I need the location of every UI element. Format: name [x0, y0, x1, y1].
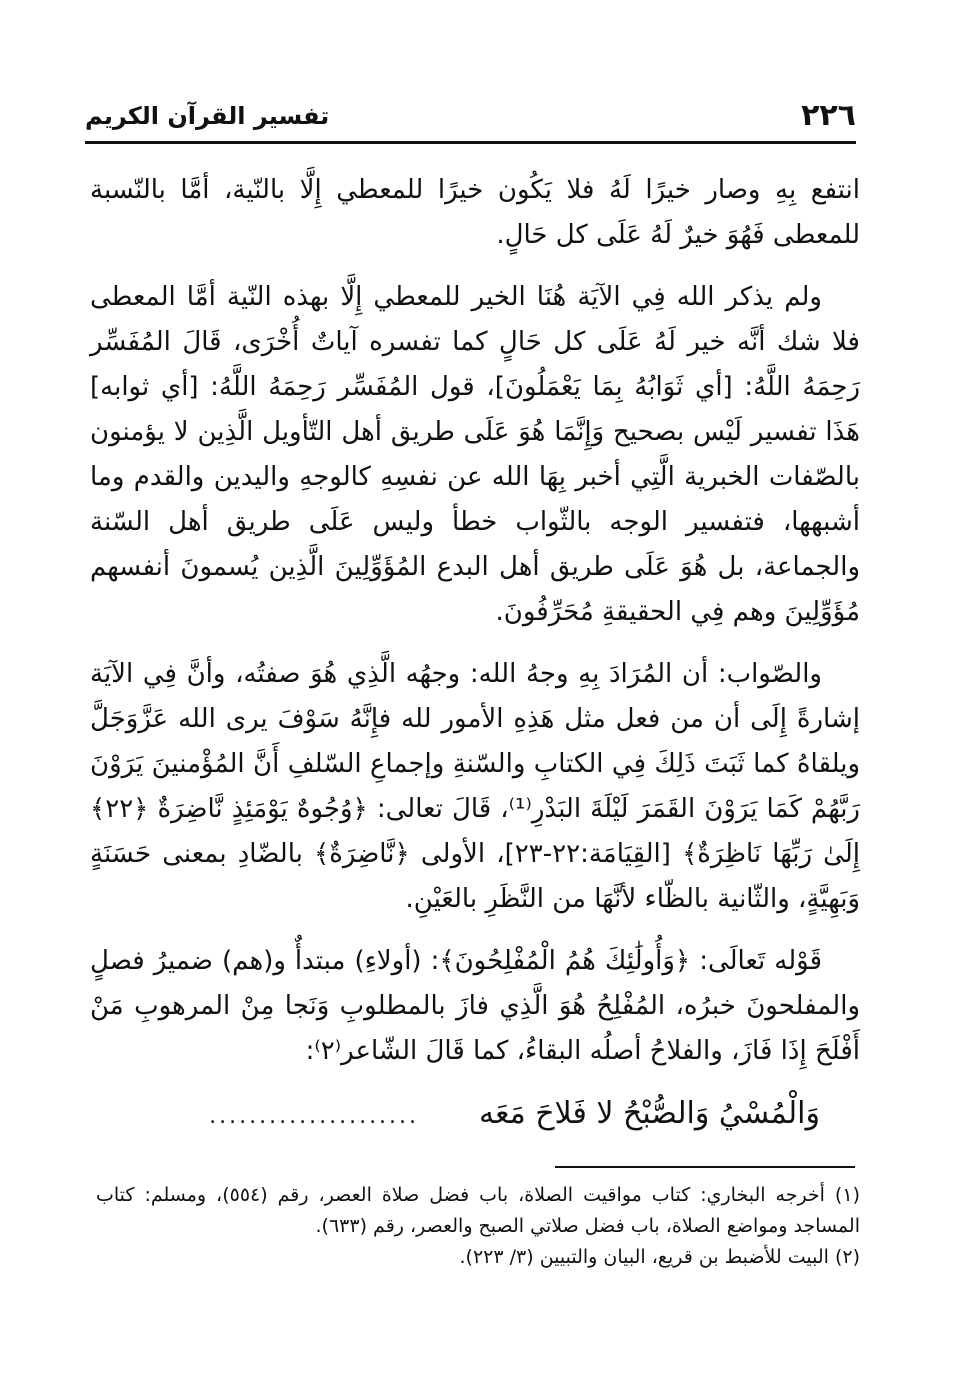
main-text: [90, 168, 860, 1140]
page-header: [85, 96, 856, 138]
verse-hemistich: وَالْمُسْيُ وَالصُّبْحُ لا فَلاحَ مَعَه: [479, 1096, 820, 1131]
footnote-divider: [555, 1166, 855, 1168]
paragraph-3: والصّواب: أن المُرَادَ بِهِ وجهُ الله: وجهُه الَّذِي هُوَ صفتُه، وأنَّ فِي الآيَة إشارةً إِلَى أن من فعل مثل هَذِهِ الأمور لله فإِنَّهُ سَوْفَ يرى الله عَزَّوَجَلَّ ويلقاهُ كما ثَبَتَ ذَلِكَ فِي الكتابِ والسّنةِ وإجماعِ السّلفِ أَنَّ المُؤْمنينَ يَرَوْنَ رَبَّهُمْ كَمَا يَرَوْنَ القَمَرَ لَيْلَةَ البَدْرِ⁽¹⁾، قَالَ تعالى: ﴿وُجُوهٌ يَوْمَئِذٍ نَّاضِرَةٌ ﴿٢٢﴾ إِلَىٰ رَبِّهَا نَاظِرَةٌ﴾ [القِيَامَة:٢٢-٢٣]، الأولى ﴿نَّاضِرَةٌ﴾ بالضّادِ بمعنى حَسَنَةٍ وَبَهِيَّةٍ، والثّانية بالظّاء لأنَّهَا من النَّظَرِ بالعَيْنِ.: [90, 659, 860, 914]
poetry-verse: [90, 1091, 860, 1140]
header-divider: [85, 141, 856, 144]
footnote-2: (٢) البيت للأضبط بن قريع، البيان والتبيين (٣/ ٢٢٣).: [459, 1246, 860, 1268]
paragraph-2: ولم يذكر الله فِي الآيَة هُنَا الخير للمعطي إِلَّا بهذه النّية أمَّا المعطى فلا شك أنَّه خير لَهُ عَلَى كل حَالٍ كما تفسره آياتٌ أُخْرَى، قَالَ المُفَسِّر رَحِمَهُ اللَّهُ: [أي ثَوَابُهُ بِمَا يَعْمَلُونَ]، قول المُفَسِّر رَحِمَهُ اللَّهُ: [أي ثوابه] هَذَا تفسير لَيْس بصحيح وَإِنَّمَا هُوَ عَلَى طريق أهل التّأويل الَّذِين لا يؤمنون بالصّفات الخبرية الَّتِي أخبر بِهَا الله عن نفسِهِ كالوجهِ واليدين والقدم وما أشبهها، فتفسير الوجه بالثّواب خطأ وليس عَلَى طريق أهل السّنة والجماعة، بل هُوَ عَلَى طريق أهل البدع المُؤَوِّلِينَ الَّذِين يُسمونَ أنفسهم مُؤَوِّلِينَ وهم فِي الحقيقةِ مُحَرِّفُونَ.: [90, 282, 860, 627]
footnote-1: (١) أخرجه البخاري: كتاب مواقيت الصلاة، باب فضل صلاة العصر، رقم (٥٥٤)، ومسلم: كتاب المساجد ومواضع الصلاة، باب فضل صلاتي الصبح والعصر، رقم (٦٣٣).: [96, 1184, 860, 1237]
verse-ellipsis: .....................: [209, 1104, 420, 1129]
paragraph-1: انتفع بِهِ وصار خيرًا لَهُ فلا يَكُون خيرًا للمعطي إِلَّا بالنّية، أمَّا بالنّسبة للمعطى فَهُوَ خيرٌ لَهُ عَلَى كل حَالٍ.: [90, 175, 860, 250]
footnotes: [96, 1180, 860, 1273]
page-number: ٢٢٦: [801, 98, 856, 133]
running-title: تفسير القرآن الكريم: [85, 102, 330, 130]
paragraph-4: قَوْله تَعالَى: ﴿وَأُولَٰئِكَ هُمُ الْمُفْلِحُونَ﴾: (أولاءِ) مبتدأٌ و(هم) ضميرُ فصلٍ والمفلحونَ خبرُه، المُفْلِحُ هُوَ الَّذِي فازَ بالمطلوبِ وَنَجا مِنْ المرهوبِ مَنْ أَفْلَحَ إِذَا فَازَ، والفلاحُ أصلُه البقاءُ، كما قَالَ الشّاعر⁽٢⁾:: [90, 946, 860, 1066]
